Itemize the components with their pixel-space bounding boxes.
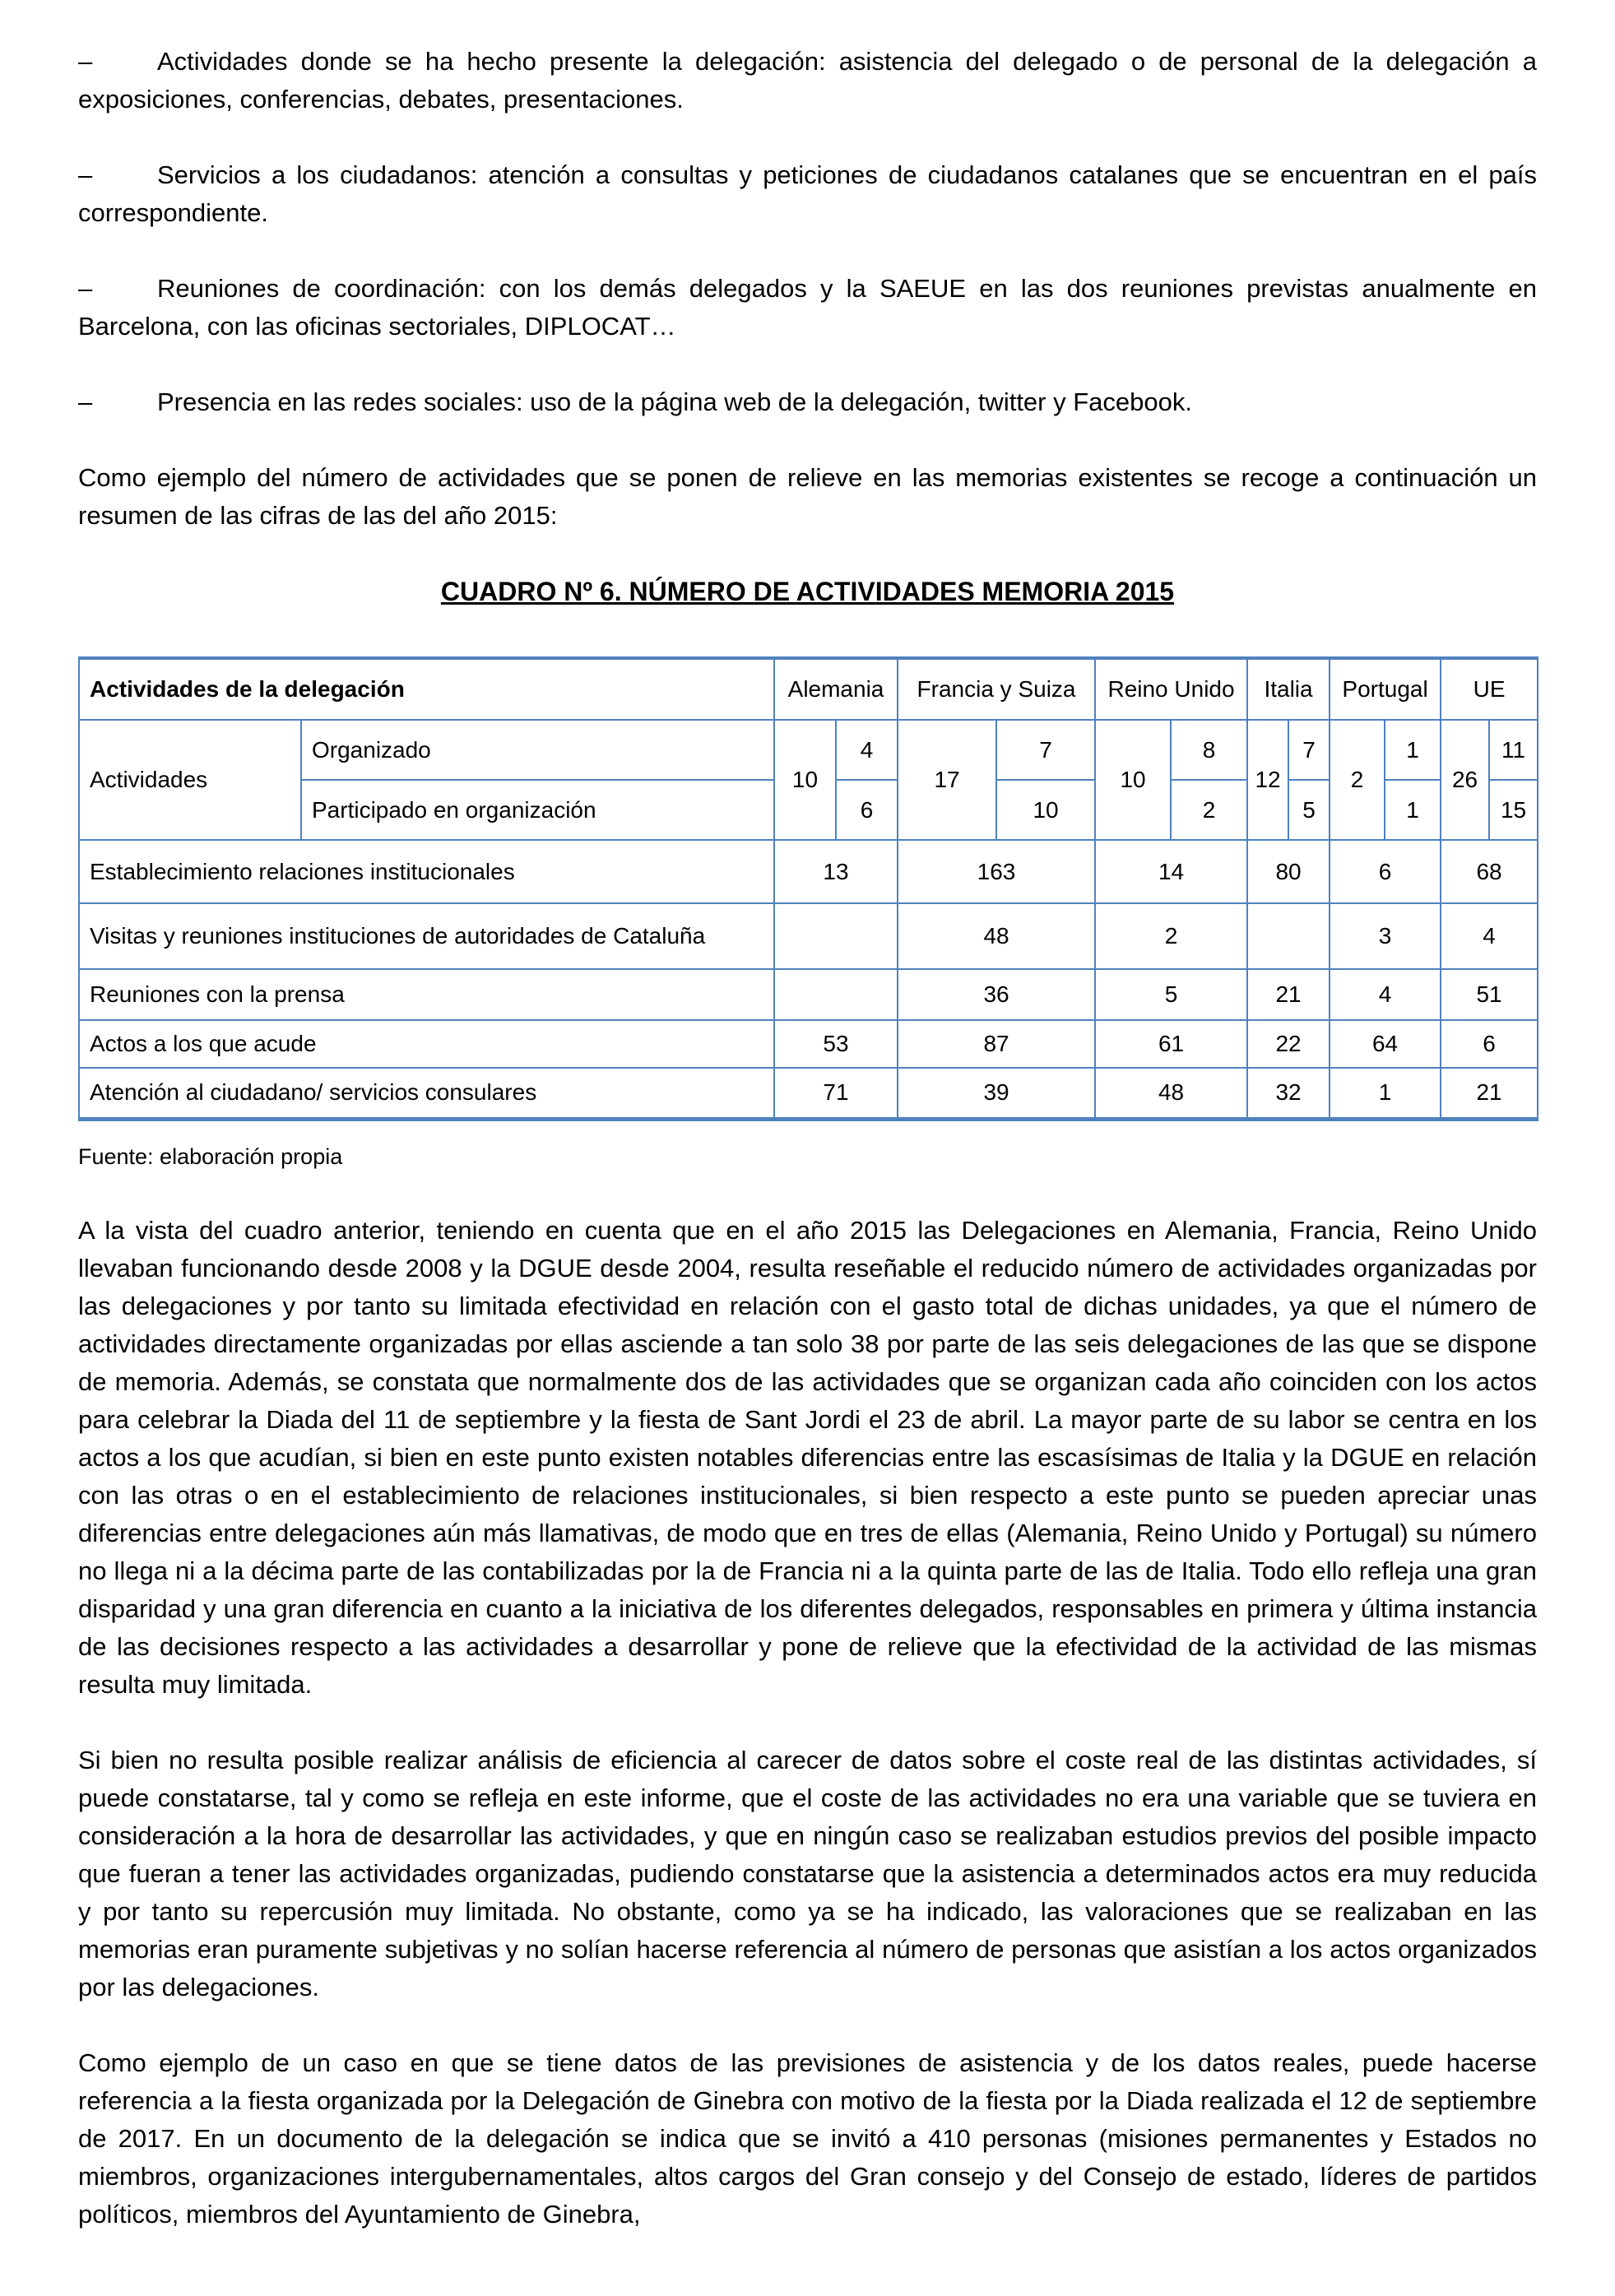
table-cell: 87 — [898, 1020, 1095, 1068]
table-cell: 4 — [1330, 969, 1441, 1020]
row-label-actividades: Actividades — [79, 720, 301, 840]
table-cell: 21 — [1441, 1068, 1538, 1119]
bullet-item-1 — [78, 43, 1537, 118]
table-cell: 4 — [1441, 903, 1538, 969]
row-label-actos: Actos a los que acude — [79, 1020, 774, 1068]
table-cell: 6 — [1441, 1020, 1538, 1068]
table-cell: 14 — [1095, 840, 1247, 903]
table-cell: 2 — [1095, 903, 1247, 969]
table-header-row — [79, 658, 1538, 720]
table-cell-total-ue: 26 — [1441, 720, 1489, 840]
table-title: CUADRO Nº 6. NÚMERO DE ACTIVIDADES MEMORIA 2015 — [440, 577, 1175, 606]
table-cell: 6 — [1330, 840, 1441, 903]
bullet-item-4 — [78, 383, 1537, 421]
table-cell: 15 — [1489, 780, 1538, 840]
col-header-ue: UE — [1441, 658, 1538, 720]
row-label-organizado: Organizado — [301, 720, 774, 780]
table-source: Fuente: elaboración propia — [78, 1143, 343, 1169]
table-cell — [1247, 903, 1330, 969]
table-cell: 1 — [1385, 720, 1441, 780]
col-header-alemania: Alemania — [774, 658, 898, 720]
table-cell — [774, 969, 898, 1020]
table-cell: 71 — [774, 1068, 898, 1119]
table-cell: 7 — [996, 720, 1095, 780]
table-cell: 39 — [898, 1068, 1095, 1119]
bullet-text: Servicios a los ciudadanos: atención a consultas y peticiones de ciudadanos catalanes que se encuentran en el país correspondiente. — [78, 160, 1537, 227]
table-cell-total-reino-unido: 10 — [1095, 720, 1171, 840]
table-cell: 2 — [1171, 780, 1247, 840]
table-row-reuniones-prensa — [79, 969, 1538, 1020]
table-cell: 48 — [898, 903, 1095, 969]
table-cell-total-alemania: 10 — [774, 720, 836, 840]
body-paragraph-1: A la vista del cuadro anterior, teniendo en cuenta que en el año 2015 las Delegaciones en Alemania, Francia, Reino Unido llevaban funcionando desde 2008 y la DGUE desde 2004, resulta reseñable el reducido número de actividades organizadas por las delegaciones y por tanto su limitada efectividad en relación con el gasto total de dichas unidades, ya que el número de actividades directamente organizadas por ellas asciende a tan solo 38 por parte de las seis delegaciones de las que se dispone de memoria. Además, se constata que normalmente dos de las actividades que se organizan cada año coinciden con los actos para celebrar la Diada del 11 de septiembre y la fiesta de Sant Jordi el 23 de abril. La mayor parte de su labor se centra en los actos a los que acudían, si bien en este punto existen notables diferencias entre las escasísimas de Italia y la DGUE en relación con las otras o en el establecimiento de relaciones institucionales, si bien respecto a este punto se pueden apreciar unas diferencias entre delegaciones aún más llamativas, de modo que en tres de ellas (Alemania, Reino Unido y Portugal) su número no llega ni a la décima parte de las contabilizadas por la de Francia ni a la quinta parte de las de Italia. Todo ello refleja una gran disparidad y una gran diferencia en cuanto a la iniciativa de los diferentes delegados, responsables en primera y última instancia de las decisiones respecto a las actividades a desarrollar y pone de relieve que la efectividad de la actividad de las mismas resulta muy limitada. — [78, 1215, 1537, 1699]
body-paragraph-3: Como ejemplo de un caso en que se tiene datos de las previsiones de asistencia y de los datos reales, puede hacerse referencia a la fiesta organizada por la Delegación de Ginebra con motivo de la fiesta por la Diada realizada el 12 de septiembre de 2017. En un documento de la delegación se indica que se invitó a 410 personas (misiones permanentes y Estados no miembros, organizaciones intergubernamentales, altos cargos del Gran consejo y del Consejo de estado, líderes de partidos políticos, miembros del Ayuntamiento de Ginebra, — [78, 2048, 1537, 2229]
row-label-visitas: Visitas y reuniones instituciones de autoridades de Cataluña — [79, 903, 774, 969]
table-cell: 3 — [1330, 903, 1441, 969]
table-cell: 53 — [774, 1020, 898, 1068]
table-cell — [774, 903, 898, 969]
bullet-item-3 — [78, 270, 1537, 346]
table-cell: 7 — [1288, 720, 1330, 780]
table-cell: 61 — [1095, 1020, 1247, 1068]
col-header-italia: Italia — [1247, 658, 1330, 720]
table-cell: 64 — [1330, 1020, 1441, 1068]
table-cell: 6 — [836, 780, 898, 840]
bullet-text: Actividades donde se ha hecho presente la delegación: asistencia del delegado o de personal de la delegación a exposiciones, conferencias, debates, presentaciones. — [78, 47, 1537, 114]
table-cell: 36 — [898, 969, 1095, 1020]
table-cell: 5 — [1095, 969, 1247, 1020]
table-row-organizado — [79, 720, 1538, 780]
bullet-item-2 — [78, 156, 1537, 232]
activities-table — [78, 656, 1538, 1121]
table-cell-total-francia-suiza: 17 — [898, 720, 996, 840]
table-cell: 10 — [996, 780, 1095, 840]
table-cell: 1 — [1330, 1068, 1441, 1119]
bullet-dash: – — [78, 47, 93, 76]
table-cell: 51 — [1441, 969, 1538, 1020]
body-paragraph-2: Si bien no resulta posible realizar análisis de eficiencia al carecer de datos sobre el coste real de las distintas actividades, sí puede constatarse, tal y como se refleja en este informe, que el coste de las actividades no era una variable que se tuviera en consideración a la hora de desarrollar las actividades, y que en ningún caso se realizaban estudios previos del posible impacto que fueran a tener las actividades organizadas, pudiendo constatarse que la asistencia a determinados actos era muy reducida y por tanto su repercusión muy limitada. No obstante, como ya se ha indicado, las valoraciones que se realizaban en las memorias eran puramente subjetivas y no solían hacerse referencia al número de personas que asistían a los actos organizados por las delegaciones. — [78, 1745, 1537, 2001]
col-header-portugal: Portugal — [1330, 658, 1441, 720]
col-header-francia-suiza: Francia y Suiza — [898, 658, 1095, 720]
bullet-dash: – — [78, 160, 93, 189]
row-label-establecimiento: Establecimiento relaciones institucionales — [79, 840, 774, 903]
table-cell: 80 — [1247, 840, 1330, 903]
table-cell: 68 — [1441, 840, 1538, 903]
table-cell: 1 — [1385, 780, 1441, 840]
row-label-reuniones-prensa: Reuniones con la prensa — [79, 969, 774, 1020]
table-cell-total-portugal: 2 — [1330, 720, 1385, 840]
row-label-participado: Participado en organización — [301, 780, 774, 840]
bullet-text: Presencia en las redes sociales: uso de la página web de la delegación, twitter y Facebook. — [157, 387, 1192, 416]
table-cell: 5 — [1288, 780, 1330, 840]
table-row-actos — [79, 1020, 1538, 1068]
table-cell: 8 — [1171, 720, 1247, 780]
col-header-reino-unido: Reino Unido — [1095, 658, 1247, 720]
table-cell: 4 — [836, 720, 898, 780]
bullet-dash: – — [78, 387, 93, 416]
table-cell: 21 — [1247, 969, 1330, 1020]
intro-paragraph: Como ejemplo del número de actividades que se ponen de relieve en las memorias existentes se recoge a continuación un resumen de las cifras de las del año 2015: — [78, 463, 1537, 530]
table-row-establecimiento — [79, 840, 1538, 903]
table-cell: 163 — [898, 840, 1095, 903]
table-cell: 48 — [1095, 1068, 1247, 1119]
bullet-dash: – — [78, 274, 93, 303]
bullet-text: Reuniones de coordinación: con los demás delegados y la SAEUE en las dos reuniones previstas anualmente en Barcelona, con las oficinas sectoriales, DIPLOCAT… — [78, 274, 1537, 341]
col-header-activities: Actividades de la delegación — [79, 658, 774, 720]
table-row-atencion — [79, 1068, 1538, 1119]
table-cell: 32 — [1247, 1068, 1330, 1119]
table-cell: 22 — [1247, 1020, 1330, 1068]
row-label-atencion: Atención al ciudadano/ servicios consulares — [79, 1068, 774, 1119]
table-cell: 13 — [774, 840, 898, 903]
table-row-visitas — [79, 903, 1538, 969]
table-cell-total-italia: 12 — [1247, 720, 1288, 840]
table-cell: 11 — [1489, 720, 1538, 780]
